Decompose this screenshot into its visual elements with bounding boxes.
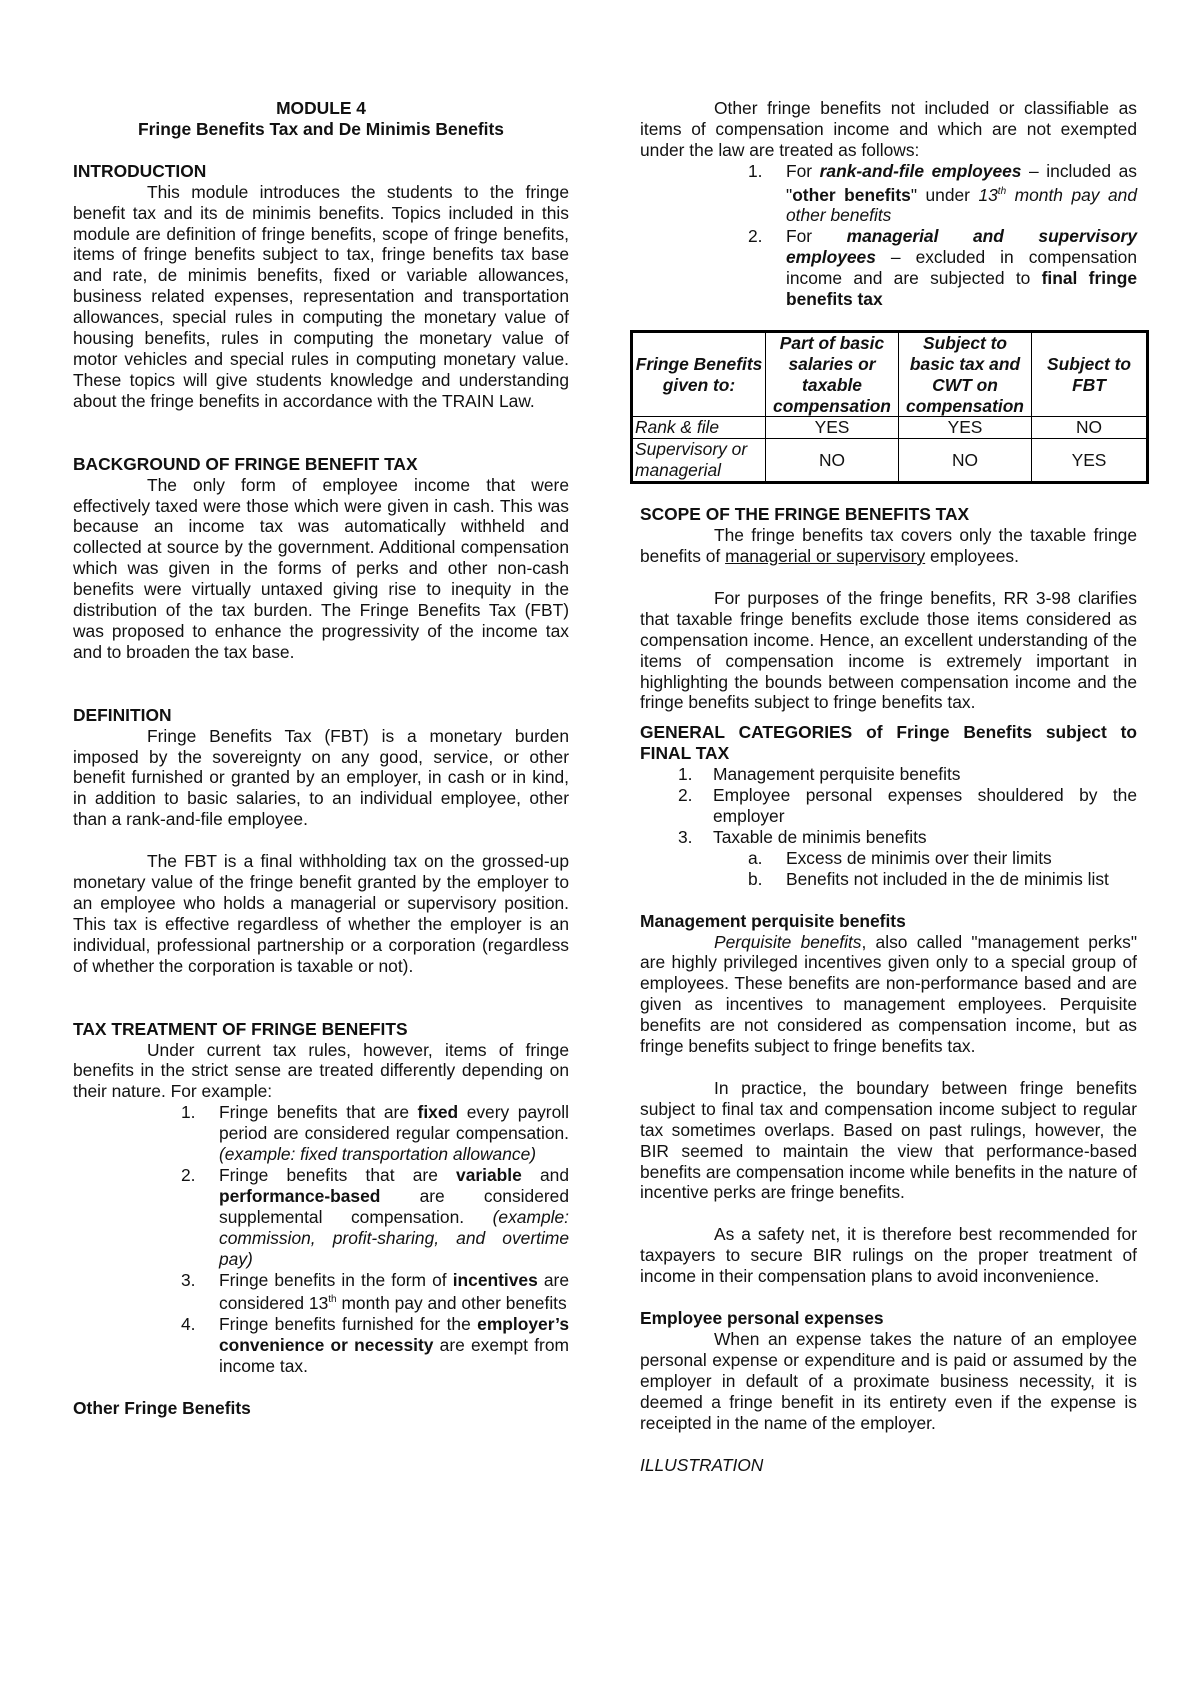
- item-text: month pay and other benefits: [336, 1293, 567, 1314]
- list-item: [640, 848, 1137, 869]
- general-heading: GENERAL CATEGORIES of Fringe Benefits subject to FINAL TAX: [640, 722, 1137, 764]
- item-text: Fringe benefits in the form of: [219, 1269, 453, 1290]
- list-item: [73, 1165, 569, 1270]
- item-text: Excess de minimis over their limits: [786, 847, 1052, 868]
- definition-text-2: The FBT is a final withholding tax on the grossed-up monetary value of the fringe benefit granted by the employer to an employee who holds a managerial or supervisory position. This tax is effective regardless of whether the employer is an individual, professional partnership or a corporation (regardless of whether the corporation is taxable or not).: [73, 851, 569, 976]
- scope-heading: SCOPE OF THE FRINGE BENEFITS TAX: [640, 504, 970, 525]
- list-item: [640, 827, 1137, 848]
- list-item: [640, 869, 1137, 890]
- table-cell: NO: [899, 439, 1032, 483]
- item-text: – excluded in compensation income and are subjected to: [786, 247, 1137, 289]
- item-italic: (example: commission, profit-sharing, and overtime pay): [219, 1206, 569, 1269]
- item-text: Fringe benefits that are: [219, 1164, 457, 1185]
- item-bold: performance-based: [219, 1185, 381, 1206]
- other-text: Other fringe benefits not included or classifiable as items of compensation income and which are not exempted under the law are treated as follows:: [640, 98, 1137, 160]
- table-row: [632, 417, 1148, 439]
- table-header: Part of basic salaries or taxable compensation: [766, 331, 899, 417]
- module-subtitle: Fringe Benefits Tax and De Minimis Benefits: [138, 118, 504, 139]
- other-list: [640, 161, 1137, 310]
- item-text: Benefits not included in the de minimis list: [786, 868, 1109, 889]
- scope-text-1: [640, 525, 1137, 567]
- table-cell: Supervisory or managerial: [632, 439, 766, 483]
- general-sub-list: [640, 848, 1137, 890]
- list-number: 1.: [748, 160, 763, 181]
- definition-text-1: Fringe Benefits Tax (FBT) is a monetary burden imposed by the sovereignty on any good, service, or other benefit furnished or granted by an employer, in cash or in kind, in addition to basic salaries, to an individual employee, other than a rank-and-file employee.: [73, 725, 569, 830]
- item-sup: th: [997, 185, 1007, 197]
- mgmt-italic: Perquisite benefits: [714, 931, 862, 952]
- definition-heading: DEFINITION: [73, 704, 172, 725]
- table-row: [632, 439, 1148, 483]
- scope-text: The fringe benefits tax covers only the taxable fringe benefits of: [640, 525, 1137, 567]
- list-number: 4.: [181, 1314, 196, 1335]
- list-item: [640, 226, 1137, 310]
- item-text: Management perquisite benefits: [713, 764, 961, 785]
- item-bold: rank-and-file employees: [819, 160, 1022, 181]
- general-list: [640, 764, 1137, 848]
- mgmt-text-1: [640, 932, 1137, 1057]
- table-cell: YES: [899, 417, 1032, 439]
- fringe-benefits-table: [630, 330, 1149, 484]
- mgmt-text-2: In practice, the boundary between fringe benefits subject to final tax and compensation income subject to regular tax sometimes overlaps. Based on past rulings, however, the BIR seemed to maintain the view that performance-based benefits are compensation income while benefits in the nature of incentive perks are fringe benefits.: [640, 1077, 1137, 1203]
- item-text: – included as ": [786, 160, 1137, 205]
- emp-text: When an expense takes the nature of an employee personal expense or expenditure and is paid or assumed by the employer in default of a proximate business necessity, it is deemed a fringe benefit in its entirety even if the expense is receipted in the name of the employer.: [640, 1329, 1137, 1433]
- item-bold: employer’s convenience or necessity: [219, 1314, 569, 1356]
- treatment-heading: TAX TREATMENT OF FRINGE BENEFITS: [73, 1018, 408, 1039]
- table-cell: NO: [766, 439, 899, 483]
- module-title: MODULE 4: [276, 98, 366, 118]
- treatment-text: Under current tax rules, however, items of fringe benefits in the strict sense are treated differently depending on their nature. For example:: [73, 1039, 569, 1102]
- scope-underline: managerial or supervisory: [725, 546, 926, 567]
- item-text: are exempt from income tax.: [219, 1335, 569, 1376]
- right-column: [635, 98, 1137, 1475]
- list-number: 1.: [678, 764, 693, 785]
- list-number: 3.: [678, 826, 693, 847]
- table-header-row: [632, 331, 1148, 417]
- list-number: 2.: [181, 1164, 196, 1185]
- table-header: Fringe Benefits given to:: [632, 331, 766, 417]
- item-text: Employee personal expenses shouldered by the employer: [713, 785, 1137, 826]
- background-text: The only form of employee income that were effectively taxed were those which were given in cash. This was because an income tax was automatically withheld and collected at source by the government. Additional compensation which was given in the forms of perks and other non-cash benefits were virtually untaxed giving rise to inequity in the distribution of the tax burden. The Fringe Benefits Tax (FBT) was proposed to enhance the progressivity of the income tax and to broaden the tax base.: [73, 474, 569, 662]
- table-cell: Rank & file: [632, 417, 766, 439]
- list-item: [640, 161, 1137, 227]
- table-header: Subject to FBT: [1032, 331, 1148, 417]
- item-text: " under: [910, 184, 979, 205]
- left-column: [73, 98, 569, 1419]
- mgmt-text: , also called "management perks" are highly privileged incentives given only to a special group of employees. These benefits are non-performance based and are given as incentives to management employees. Perquisite benefits are not considered as compensation income, but as fringe benefits subject to fringe benefits tax.: [640, 931, 1137, 1057]
- treatment-list: [73, 1102, 569, 1377]
- list-number: 2.: [678, 785, 693, 806]
- item-bold: variable: [456, 1164, 522, 1185]
- other-heading: Other Fringe Benefits: [73, 1397, 251, 1418]
- item-text: every payroll period are considered regular compensation.: [219, 1102, 569, 1144]
- item-text: are considered supplemental compensation.: [219, 1185, 569, 1227]
- item-text: are considered 13: [219, 1269, 569, 1314]
- table-header: Subject to basic tax and CWT on compensation: [899, 331, 1032, 417]
- list-number: 2.: [748, 226, 763, 247]
- item-sup: th: [328, 1294, 337, 1306]
- item-bold: final fringe benefits tax: [786, 268, 1137, 309]
- scope-text: employees.: [925, 546, 1019, 567]
- item-text: Fringe benefits that are: [219, 1102, 418, 1123]
- list-item: [640, 785, 1137, 827]
- item-bold: fixed: [417, 1102, 459, 1123]
- list-number: 3.: [181, 1269, 196, 1290]
- list-number: a.: [748, 847, 763, 868]
- illustration-label: ILLUSTRATION: [640, 1454, 764, 1475]
- item-text: Fringe benefits furnished for the: [219, 1314, 478, 1335]
- intro-text: This module introduces the students to the fringe benefit tax and its de minimis benefits. Topics included in this module are definition of fringe benefits, scope of fringe benefits, items of fringe benefits subject to tax, fringe benefits tax base and rate, de minimis benefits, fixed or variable allowances, business related expenses, representation and transportation allowances, special rules in computing the monetary value of housing benefits, rules in computing the monetary value of motor vehicles and special rules in computing monetary value. These topics will give students knowledge and understanding about the fringe benefits in accordance with the TRAIN Law.: [73, 181, 569, 411]
- table-cell: YES: [766, 417, 899, 439]
- list-item: [73, 1270, 569, 1315]
- background-heading: BACKGROUND OF FRINGE BENEFIT TAX: [73, 453, 418, 474]
- emp-heading: Employee personal expenses: [640, 1308, 884, 1329]
- table-cell: YES: [1032, 439, 1148, 483]
- item-text: and: [521, 1164, 569, 1185]
- item-bold: other benefits: [792, 184, 911, 205]
- list-item: [640, 764, 1137, 785]
- item-italic: month pay and other benefits: [786, 184, 1137, 226]
- item-bold: incentives: [452, 1269, 538, 1290]
- item-text: For: [786, 226, 847, 247]
- item-text: For: [786, 160, 820, 181]
- list-item: [73, 1102, 569, 1165]
- item-italic: 13: [978, 184, 998, 205]
- mgmt-heading: Management perquisite benefits: [640, 910, 906, 931]
- list-number: 1.: [181, 1102, 196, 1123]
- mgmt-text-3: As a safety net, it is therefore best recommended for taxpayers to secure BIR rulings on the proper treatment of income in their compensation plans to avoid inconvenience.: [640, 1224, 1137, 1287]
- list-number: b.: [748, 868, 763, 889]
- list-item: [73, 1314, 569, 1377]
- item-text: Taxable de minimis benefits: [713, 826, 927, 847]
- item-italic: (example: fixed transportation allowance): [219, 1144, 537, 1165]
- intro-heading: INTRODUCTION: [73, 160, 207, 181]
- scope-text-2: For purposes of the fringe benefits, RR 3-98 clarifies that taxable fringe benefits exclude those items considered as compensation income. Hence, an excellent understanding of the items of compensation income is extremely important in highlighting the bounds between compensation income and the fringe benefits subject to fringe benefits tax.: [640, 587, 1137, 713]
- table-cell: NO: [1032, 417, 1148, 439]
- item-bold: managerial and supervisory employees: [786, 226, 1137, 268]
